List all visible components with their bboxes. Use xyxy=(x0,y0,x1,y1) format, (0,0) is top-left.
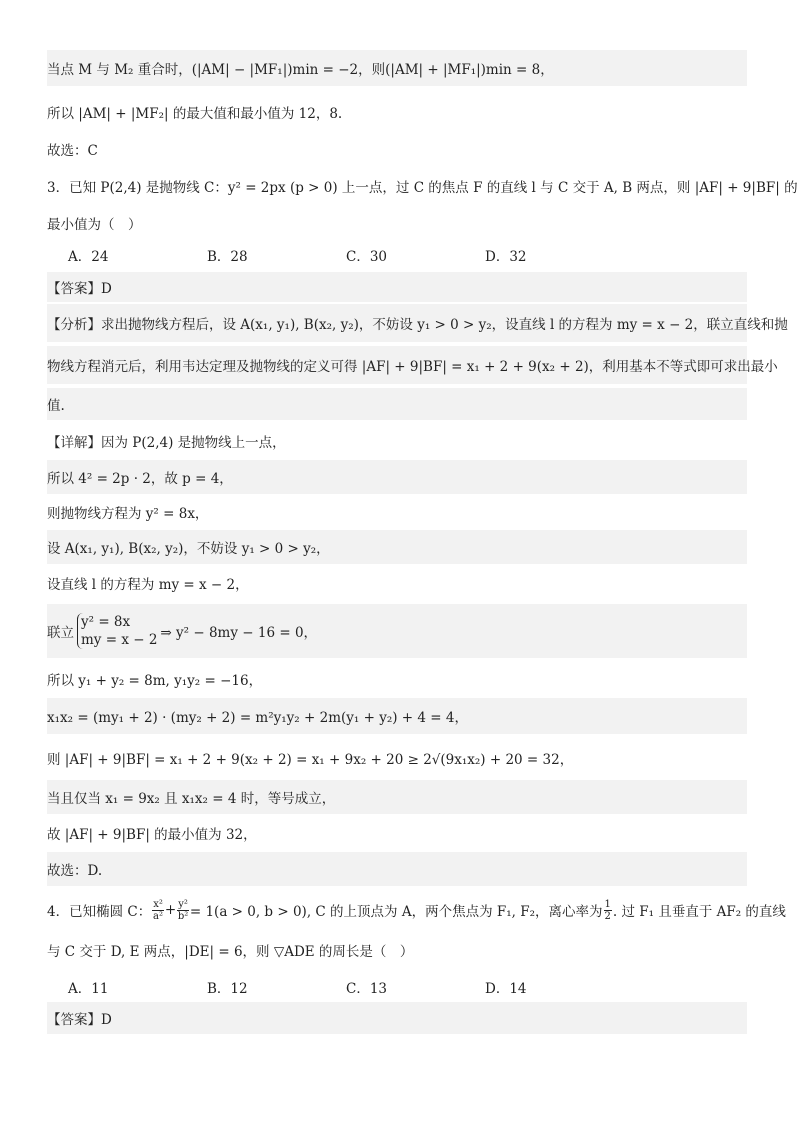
system-of-equations xyxy=(47,604,747,658)
question-4-stem xyxy=(47,888,786,932)
solution-line: 【详解】因为 P(2,4) 是抛物线上一点， xyxy=(47,435,286,451)
solution-line: 则抛物线方程为 y² = 8x， xyxy=(47,506,209,522)
solution-line: 故 |AF| + 9|BF| 的最小值为 32， xyxy=(47,827,257,843)
option-a: A．11 xyxy=(68,981,109,997)
frac-den: a² xyxy=(153,910,164,922)
text-line: 故选：C xyxy=(47,143,98,159)
system-result: ⇒ y² − 8my − 16 = 0， xyxy=(160,625,318,641)
fraction-y2-b2 xyxy=(177,899,189,922)
option-c: C．30 xyxy=(346,249,388,265)
analysis-line: 【分析】求出抛物线方程后，设 A(x₁, y₁), B(x₂, y₂)，不妨设 y₁ > 0 > y₂，设直线 l 的方程为 my = x − 2，联立直线和抛 xyxy=(47,304,747,342)
frac-num: x² xyxy=(153,898,163,910)
option-c: C．13 xyxy=(346,981,388,997)
analysis-line: 物线方程消元后，利用韦达定理及抛物线的定义可得 |AF| + 9|BF| = x₁ + 2 + 9(x₂ + 2)，利用基本不等式即可求出最小 xyxy=(47,346,747,384)
solution-line: 当且仅当 x₁ = 9x₂ 且 x₁x₂ = 4 时，等号成立， xyxy=(47,780,747,814)
frac-num: 1 xyxy=(604,898,611,910)
option-d: D．32 xyxy=(485,249,527,265)
text-line: 当点 M 与 M₂ 重合时，(|AM| − |MF₁|)min = −2，则(|AM| + |MF₁|)min = 8， xyxy=(47,50,747,86)
q4-stem-start: 4．已知椭圆 C： xyxy=(47,904,152,920)
frac-den: 2 xyxy=(604,910,611,922)
fraction-x2-a2 xyxy=(152,899,164,922)
solution-line: x₁x₂ = (my₁ + 2) · (my₂ + 2) = m²y₁y₂ + 2m(y₁ + y₂) + 4 = 4， xyxy=(47,698,747,734)
text-line: 所以 |AM| + |MF₂| 的最大值和最小值为 12，8. xyxy=(47,106,343,122)
system-eq1: y² = 8x xyxy=(81,614,131,630)
option-b: B．28 xyxy=(207,249,248,265)
option-b: B．12 xyxy=(207,981,248,997)
solution-line: 则 |AF| + 9|BF| = x₁ + 2 + 9(x₂ + 2) = x₁ + 9x₂ + 20 ≥ 2√(9x₁x₂) + 20 = 32， xyxy=(47,752,574,768)
text-line: 与 C 交于 D, E 两点，|DE| = 6，则 ▽ADE 的周长是（ ） xyxy=(47,944,414,960)
answer-line: 【答案】D xyxy=(47,1002,747,1034)
answer-line: 【答案】D xyxy=(47,272,747,302)
q4-stem-end: . 过 F₁ 且垂直于 AF₂ 的直线 xyxy=(612,904,786,920)
solution-line: 设 A(x₁, y₁), B(x₂, y₂)，不妨设 y₁ > 0 > y₂， xyxy=(47,530,747,564)
equation-brace xyxy=(77,613,157,649)
question-4-options xyxy=(68,972,747,1002)
analysis-line: 值. xyxy=(47,388,747,420)
solution-line: 设直线 l 的方程为 my = x − 2， xyxy=(47,577,249,593)
option-d: D．14 xyxy=(485,981,527,997)
solution-line: 故选：D. xyxy=(47,852,747,886)
plus-sign: + xyxy=(164,902,177,918)
frac-den: b² xyxy=(177,910,189,922)
solution-line: 所以 y₁ + y₂ = 8m, y₁y₂ = −16， xyxy=(47,673,263,689)
q4-stem-middle: = 1(a > 0, b > 0), C 的上顶点为 A，两个焦点为 F₁, F₂，离心率为 xyxy=(189,904,603,920)
system-eq2: my = x − 2 xyxy=(81,632,158,648)
question-3-options xyxy=(68,240,747,270)
question-3-stem: 3．已知 P(2,4) 是抛物线 C：y² = 2px (p > 0) 上一点，过 C 的焦点 F 的直线 l 与 C 交于 A, B 两点，则 |AF| + 9|BF| 的 xyxy=(47,180,798,196)
solution-line: 所以 4² = 2p · 2，故 p = 4， xyxy=(47,460,747,494)
text-line: 最小值为（ ） xyxy=(47,217,142,233)
system-prefix: 联立 xyxy=(47,625,74,641)
frac-num: y² xyxy=(178,898,188,910)
fraction-one-half xyxy=(604,899,612,922)
option-a: A．24 xyxy=(68,249,109,265)
